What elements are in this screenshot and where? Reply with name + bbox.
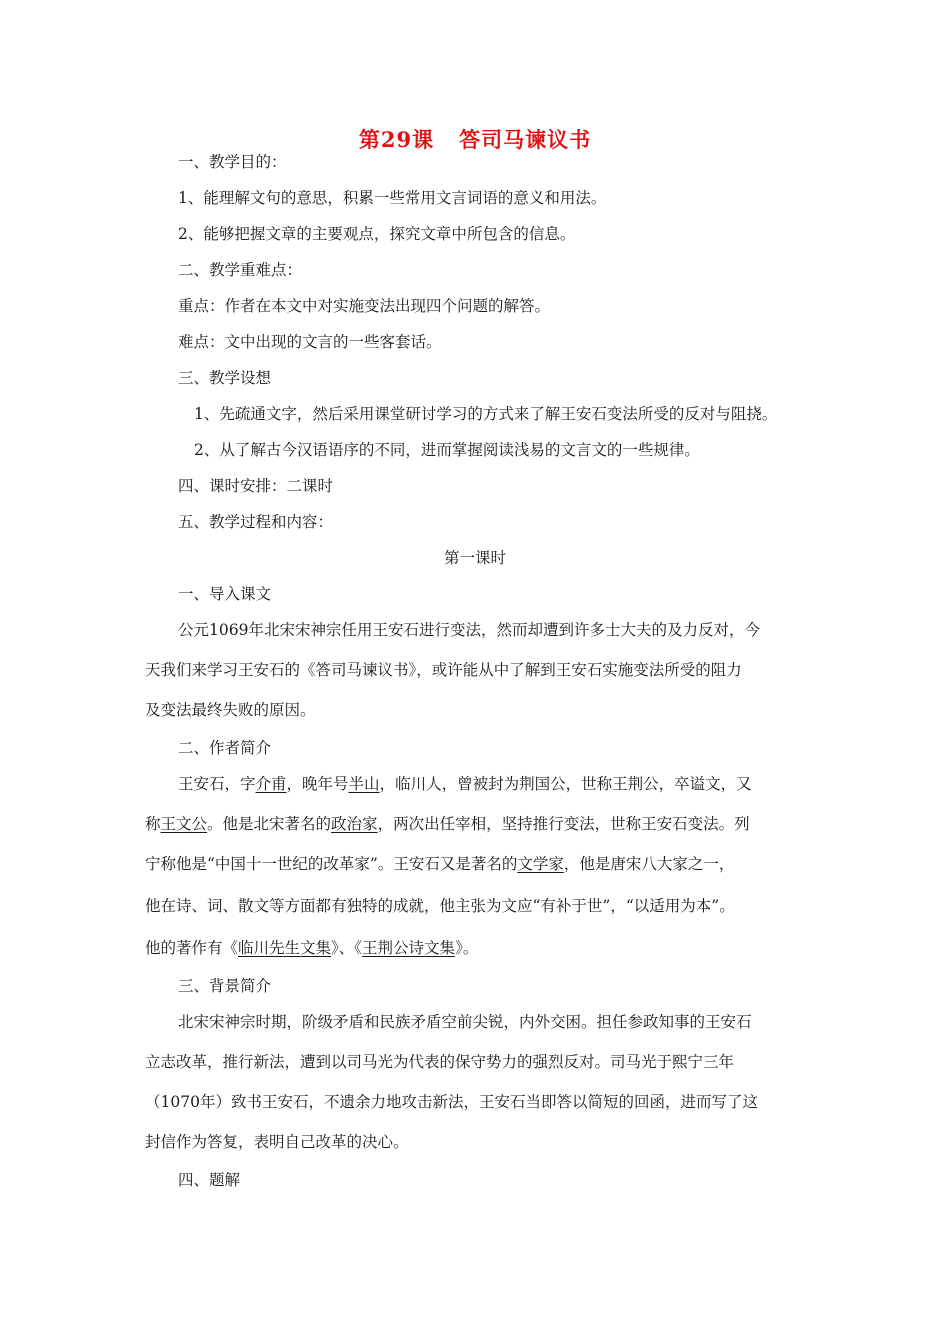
- author-paragraph-line: 他的著作有《临川先生文集》、《王荆公诗文集》。: [145, 939, 479, 957]
- section-heading-process: 五、教学过程和内容：: [178, 513, 334, 531]
- key-point-text: 重点：作者在本文中对实施变法出现四个问题的解答。: [178, 297, 551, 315]
- intro-paragraph-line: 及变法最终失败的原因。: [145, 701, 316, 719]
- term-underlined: 王文公: [160, 815, 208, 833]
- difficult-point-text: 难点：文中出现的文言的一些客套话。: [178, 333, 442, 351]
- goal-item-1: 1、能理解文句的意思，积累一些常用文言词语的意义和用法。: [178, 189, 607, 207]
- intro-paragraph-line: 公元1069年北宋宋神宗任用王安石进行变法，然而却遭到许多士大夫的及力反对，今: [178, 621, 760, 639]
- background-paragraph-line: 北宋宋神宗时期，阶级矛盾和民族矛盾空前尖锐，内外交困。担任参政知事的王安石: [178, 1013, 752, 1031]
- author-paragraph-line: 宁称他是“中国十一世纪的改革家”。王安石又是著名的文学家，他是唐宋八大家之一，: [145, 855, 735, 873]
- background-paragraph-line: 封信作为答复，表明自己改革的决心。: [145, 1133, 409, 1151]
- background-heading: 三、背景简介: [178, 977, 272, 995]
- page-title: 第29课 答司马谏议书: [358, 127, 592, 152]
- lesson-subtitle: 第一课时: [443, 549, 506, 567]
- title-explain-heading: 四、题解: [178, 1171, 241, 1189]
- author-paragraph-line: 他在诗、词、散文等方面都有独特的成就，他主张为文应“有补于世”，“以适用为本”。: [145, 897, 735, 915]
- goal-item-2: 2、能够把握文章的主要观点，探究文章中所包含的信息。: [178, 225, 576, 243]
- intro-heading: 一、导入课文: [178, 585, 272, 603]
- term-underlined: 政治家: [331, 815, 378, 833]
- background-paragraph-line: （1070年）致书王安石，不遗余力地攻击新法，王安石当即答以简短的回函，进而写了这: [145, 1093, 758, 1111]
- idea-item-1: 1、先疏通文字，然后采用课堂研讨学习的方式来了解王安石变法所受的反对与阻挠。: [194, 405, 778, 423]
- term-underlined: 半山: [348, 775, 380, 793]
- section-heading-key-points: 二、教学重难点：: [178, 261, 303, 279]
- intro-paragraph-line: 天我们来学习王安石的《答司马谏议书》，或许能从中了解到王安石实施变法所受的阻力: [145, 661, 742, 679]
- section-heading-schedule: 四、课时安排：二课时: [178, 477, 334, 495]
- author-paragraph-line: 称王文公。他是北宋著名的政治家，两次出任宰相，坚持推行变法，世称王安石变法。列: [145, 815, 750, 833]
- section-heading-goals: 一、教学目的：: [178, 153, 287, 171]
- book-title-underlined: 临川先生文集: [238, 939, 332, 957]
- term-underlined: 介甫: [255, 775, 287, 793]
- background-paragraph-line: 立志改革，推行新法，遭到以司马光为代表的保守势力的强烈反对。司马光于熙宁三年: [145, 1053, 735, 1071]
- book-title-underlined: 王荆公诗文集: [362, 939, 456, 957]
- term-underlined: 文学家: [517, 855, 564, 873]
- author-heading: 二、作者简介: [178, 739, 272, 757]
- section-heading-ideas: 三、教学设想: [178, 369, 272, 387]
- author-paragraph-line: 王安石，字介甫，晚年号半山，临川人，曾被封为荆国公，世称王荆公，卒谥文，又: [178, 775, 752, 793]
- idea-item-2: 2、从了解古今汉语语序的不同，进而掌握阅读浅易的文言文的一些规律。: [194, 441, 700, 459]
